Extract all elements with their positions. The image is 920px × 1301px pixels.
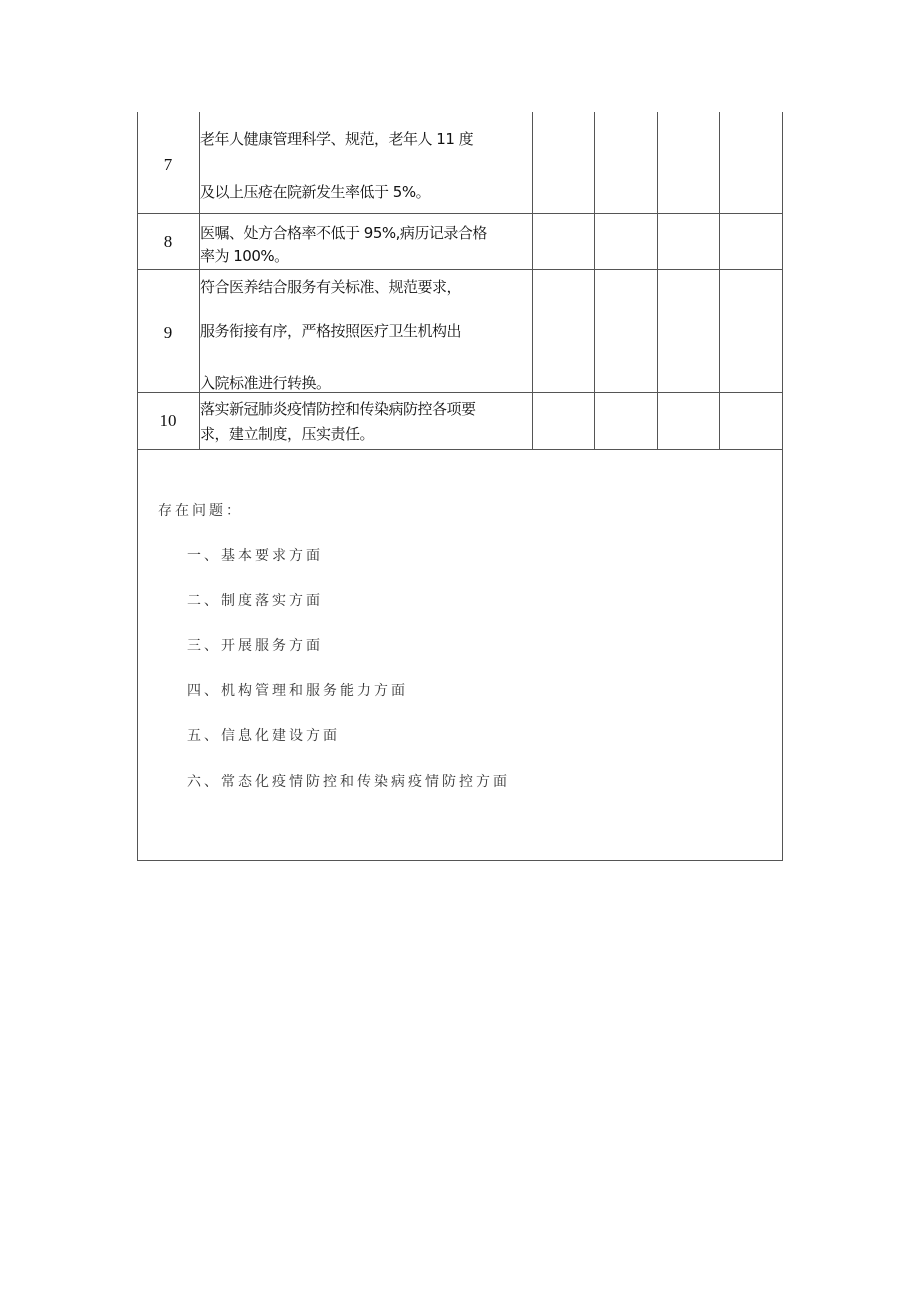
row-number: 10 <box>159 411 177 430</box>
issue-item: 三、开展服务方面 <box>187 638 323 654</box>
issue-item: 一、基本要求方面 <box>187 548 323 564</box>
row-text: 率为 100%。 <box>200 247 289 265</box>
row-text: 落实新冠肺炎疫情防控和传染病防控各项要 <box>200 400 476 418</box>
issue-item: 六、常态化疫情防控和传染病疫情防控方面 <box>187 774 510 790</box>
row-text: 符合医养结合服务有关标准、规范要求， <box>200 278 462 296</box>
row-number: 9 <box>163 323 173 342</box>
issue-item: 五、信息化建设方面 <box>187 728 340 744</box>
row-text: 求，建立制度，压实责任。 <box>200 425 375 443</box>
row-text: 及以上压疮在院新发生率低于 5%。 <box>200 183 431 201</box>
row-number: 7 <box>163 155 173 174</box>
row-text: 医嘱、处方合格率不低于 95%,病历记录合格 <box>200 224 487 242</box>
row-text: 服务衔接有序，严格按照医疗卫生机构出 <box>200 322 462 340</box>
issues-title: 存在问题： <box>158 503 243 519</box>
issue-item: 四、机构管理和服务能力方面 <box>187 683 408 699</box>
row-text: 入院标准进行转换。 <box>200 374 331 392</box>
row-text: 老年人健康管理科学、规范，老年人 11 度 <box>200 130 474 148</box>
issue-item: 二、制度落实方面 <box>187 593 323 609</box>
row-number: 8 <box>163 232 173 251</box>
